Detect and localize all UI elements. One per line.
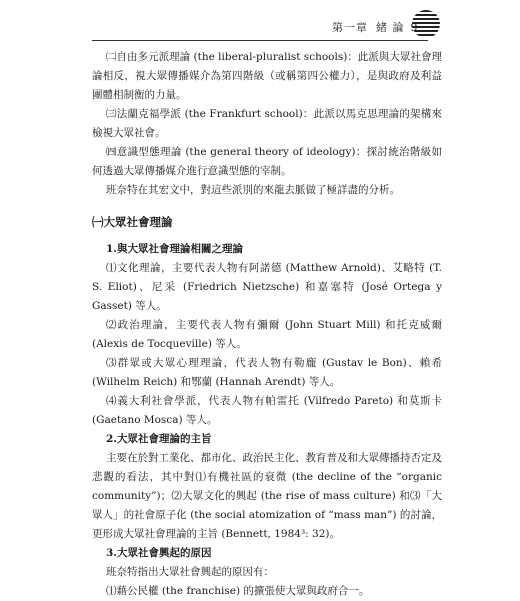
paragraph-ideology-theory: ㈣意識型態理論 (the general theory of ideology)：探討統治階級如何透過大眾傳播媒介進行意識型態的宰制。 — [92, 146, 442, 177]
subsection-2-title: 2.大眾社會理論的主旨 — [106, 433, 212, 445]
list-item: ⑷義大利社會學派，代表人物有帕雷托 (Vilfredo Pareto) 和莫斯卡 (Gaetano Mosca) 等人。 — [92, 395, 442, 426]
paragraph-bennett-analysis: 班奈特在其宏文中，對這些派別的來龍去脈做了極詳盡的分析。 — [106, 184, 400, 196]
subsection-3-title: 3.大眾社會興起的原因 — [106, 547, 212, 559]
list-item: ⑴藉公民權 (the franchise) 的擴張使大眾與政府合一。 — [106, 585, 370, 597]
paragraph-liberal-pluralist: ㈡自由多元派理論 (the liberal-pluralist schools)：此派與大眾社會理論相反，視大眾傳播媒介為第四階級（或稱第四公權力），是與政府及利益團體相制衡的力量。 — [92, 51, 442, 101]
section-label: 緒 論 — [376, 21, 405, 34]
section-heading: ㈠大眾社會理論 — [92, 215, 173, 229]
striped-circle-icon — [412, 10, 440, 38]
list-item: ⑵政治理論，主要代表人物有彌爾 (John Stuart Mill) 和托克威爾 (Alexis de Tocqueville) 等人。 — [92, 319, 442, 350]
subsection-2-text: 主要在於對工業化、都市化、政治民主化、教育普及和大眾傳播持否定及悲觀的看法，其中對⑴有機社區的衰微 (the decline of the “organic community”)；⑵大眾文化的興起 (the rise of mass culture) 和⑶「大眾人」的社會原子化 (the social atomization of “mass man”) 的討論，更形成大眾社會理論的主旨 (Bennett, 1984³: 32)。 — [92, 452, 442, 540]
page-body — [92, 48, 442, 601]
list-item: ⑴文化理論，主要代表人物有阿諾德 (Matthew Arnold)、艾略特 (T. S. Eliot)、尼采 (Friedrich Nietzsche) 和嘉塞特 (José Ortega y Gasset) 等人。 — [92, 262, 442, 312]
subsection-3-intro: 班奈特指出大眾社會興起的原因有： — [106, 566, 274, 578]
list-item: ⑶群眾或大眾心理理論，代表人物有勒龐 (Gustav le Bon)、賴希 (Wilhelm Reich) 和鄂蘭 (Hannah Arendt) 等人。 — [92, 357, 442, 388]
chapter-label: 第一章 — [332, 21, 368, 34]
paragraph-frankfurt-school: ㈢法蘭克福學派 (the Frankfurt school)：此派以馬克思理論的架構來檢視大眾社會。 — [92, 108, 442, 139]
running-header — [332, 18, 419, 36]
subsection-1-title: 1.與大眾社會理論相關之理論 — [106, 243, 243, 255]
header-divider — [92, 40, 428, 41]
